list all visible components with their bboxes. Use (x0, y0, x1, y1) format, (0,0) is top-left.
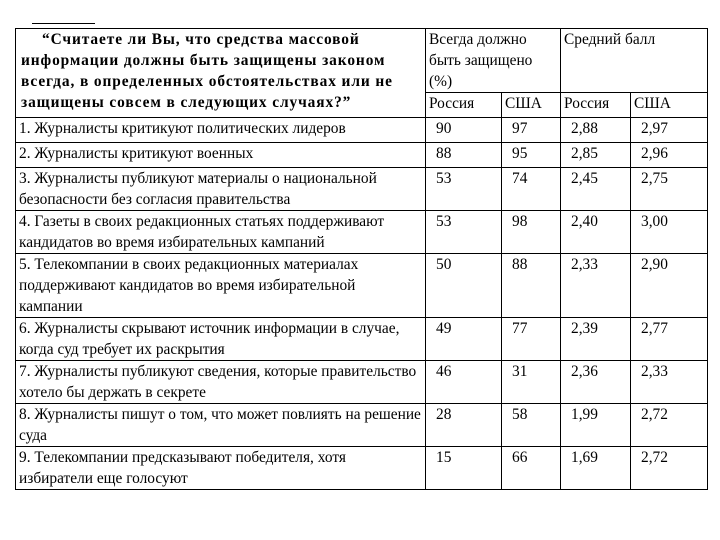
usa-percent: 95 (502, 143, 561, 168)
usa-average: 2,72 (631, 404, 708, 447)
table-body (16, 118, 708, 490)
usa-percent: 77 (502, 318, 561, 361)
russia-percent: 53 (426, 168, 502, 211)
usa-percent: 31 (502, 361, 561, 404)
row-label: 3. Журналисты публикуют материалы о национальной безопасности без согласия правительства (16, 168, 426, 211)
russia-average: 2,39 (561, 318, 631, 361)
usa-percent: 88 (502, 254, 561, 318)
table-row (16, 118, 708, 143)
row-label: 8. Журналисты пишут о том, что может повлиять на решение суда (16, 404, 426, 447)
table-row (16, 254, 708, 318)
russia-average: 2,45 (561, 168, 631, 211)
usa-percent: 97 (502, 118, 561, 143)
usa-average: 2,33 (631, 361, 708, 404)
table-row (16, 447, 708, 490)
russia-percent: 90 (426, 118, 502, 143)
russia-percent: 49 (426, 318, 502, 361)
russia-percent: 53 (426, 211, 502, 254)
question-text: “Считаете ли Вы, что средства массовой информации должны быть защищены законом всегда, в определенных обстоятельствах или не защищены совсем в следующих случаях?” (21, 31, 393, 111)
subheader-usa-pct: США (502, 93, 561, 118)
usa-percent: 66 (502, 447, 561, 490)
row-label: 9. Телекомпании предсказывают победителя, хотя избиратели еще голосуют (16, 447, 426, 490)
usa-average: 3,00 (631, 211, 708, 254)
header-row (16, 29, 708, 93)
row-label: 7. Журналисты публикуют сведения, которые правительство хотело бы держать в секрете (16, 361, 426, 404)
header-average-score: Средний балл (561, 29, 708, 93)
row-label: 6. Журналисты скрывают источник информации в случае, когда суд требует их раскрытия (16, 318, 426, 361)
usa-average: 2,77 (631, 318, 708, 361)
row-label: 5. Телекомпании в своих редакционных материалах поддерживают кандидатов во время избирательной кампании (16, 254, 426, 318)
russia-average: 2,36 (561, 361, 631, 404)
table-row (16, 318, 708, 361)
table-row (16, 211, 708, 254)
russia-percent: 28 (426, 404, 502, 447)
subheader-russia-avg: Россия (561, 93, 631, 118)
russia-average: 1,99 (561, 404, 631, 447)
table-row (16, 361, 708, 404)
usa-percent: 74 (502, 168, 561, 211)
row-label: 4. Газеты в своих редакционных статьях поддерживают кандидатов во время избирательных кампаний (16, 211, 426, 254)
usa-average: 2,96 (631, 143, 708, 168)
header-always-protected: Всегда должно быть защищено (%) (426, 29, 561, 93)
usa-average: 2,97 (631, 118, 708, 143)
subheader-usa-avg: США (631, 93, 708, 118)
usa-percent: 98 (502, 211, 561, 254)
table-row (16, 168, 708, 211)
russia-percent: 88 (426, 143, 502, 168)
subheader-russia-pct: Россия (426, 93, 502, 118)
russia-average: 2,88 (561, 118, 631, 143)
usa-percent: 58 (502, 404, 561, 447)
russia-percent: 50 (426, 254, 502, 318)
russia-percent: 46 (426, 361, 502, 404)
table-row (16, 404, 708, 447)
question-cell (16, 29, 426, 118)
top-rule (32, 23, 95, 24)
russia-average: 2,40 (561, 211, 631, 254)
russia-average: 2,33 (561, 254, 631, 318)
usa-average: 2,90 (631, 254, 708, 318)
usa-average: 2,72 (631, 447, 708, 490)
survey-table (15, 28, 708, 490)
row-label: 2. Журналисты критикуют военных (16, 143, 426, 168)
russia-average: 1,69 (561, 447, 631, 490)
russia-percent: 15 (426, 447, 502, 490)
russia-average: 2,85 (561, 143, 631, 168)
row-label: 1. Журналисты критикуют политических лидеров (16, 118, 426, 143)
usa-average: 2,75 (631, 168, 708, 211)
table-row (16, 143, 708, 168)
